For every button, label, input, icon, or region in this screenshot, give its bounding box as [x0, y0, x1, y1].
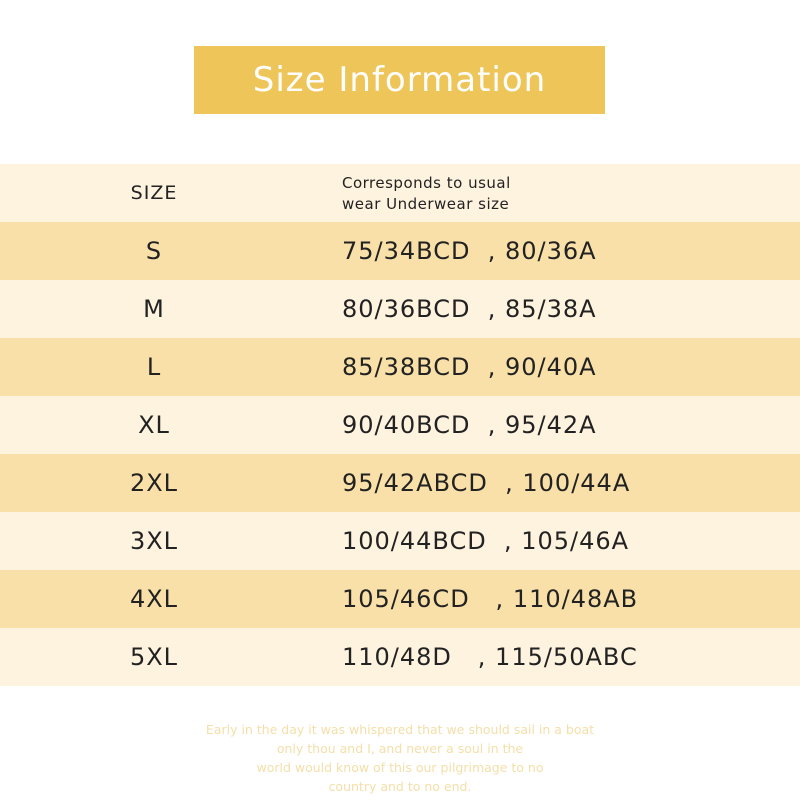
- size-cell: S: [145, 237, 163, 265]
- table-row: [0, 280, 800, 338]
- underwear-size-cell: 80/36BCD , 85/38A: [342, 295, 597, 323]
- underwear-size-cell: 100/44BCD , 105/46A: [342, 527, 630, 555]
- size-cell: 4XL: [129, 585, 179, 613]
- size-cell: 3XL: [129, 527, 179, 555]
- underwear-size-cell: 85/38BCD , 90/40A: [342, 353, 597, 381]
- table-header-row: [0, 164, 800, 222]
- table-row: [0, 512, 800, 570]
- size-cell: XL: [138, 411, 170, 439]
- underwear-size-cell: 110/48D , 115/50ABC: [342, 643, 638, 671]
- size-column-header: SIZE: [130, 182, 178, 204]
- header-desc-line1: Corresponds to usual: [342, 174, 511, 192]
- size-cell: 2XL: [129, 469, 179, 497]
- table-row: [0, 454, 800, 512]
- footer-poem: [150, 720, 650, 796]
- underwear-size-cell: 105/46CD , 110/48AB: [342, 585, 639, 613]
- table-row: [0, 628, 800, 686]
- size-cell: 5XL: [129, 643, 179, 671]
- table-row: [0, 570, 800, 628]
- underwear-size-column-header: [342, 173, 511, 215]
- footer-line: only thou and I, and never a soul in the: [276, 741, 524, 756]
- footer-line: world would know of this our pilgrimage to no: [256, 760, 544, 775]
- footer-line: country and to no end.: [328, 779, 472, 794]
- table-row: [0, 396, 800, 454]
- size-cell: M: [143, 295, 165, 323]
- footer-line: Early in the day it was whispered that we should sail in a boat: [205, 722, 595, 737]
- header-desc-line2: wear Underwear size: [342, 195, 510, 213]
- page-title: Size Information: [194, 46, 605, 114]
- table-row: [0, 338, 800, 396]
- size-table: [0, 164, 800, 686]
- underwear-size-cell: 95/42ABCD , 100/44A: [342, 469, 631, 497]
- size-cell: L: [146, 353, 162, 381]
- underwear-size-cell: 75/34BCD , 80/36A: [342, 237, 597, 265]
- table-row: [0, 222, 800, 280]
- underwear-size-cell: 90/40BCD , 95/42A: [342, 411, 597, 439]
